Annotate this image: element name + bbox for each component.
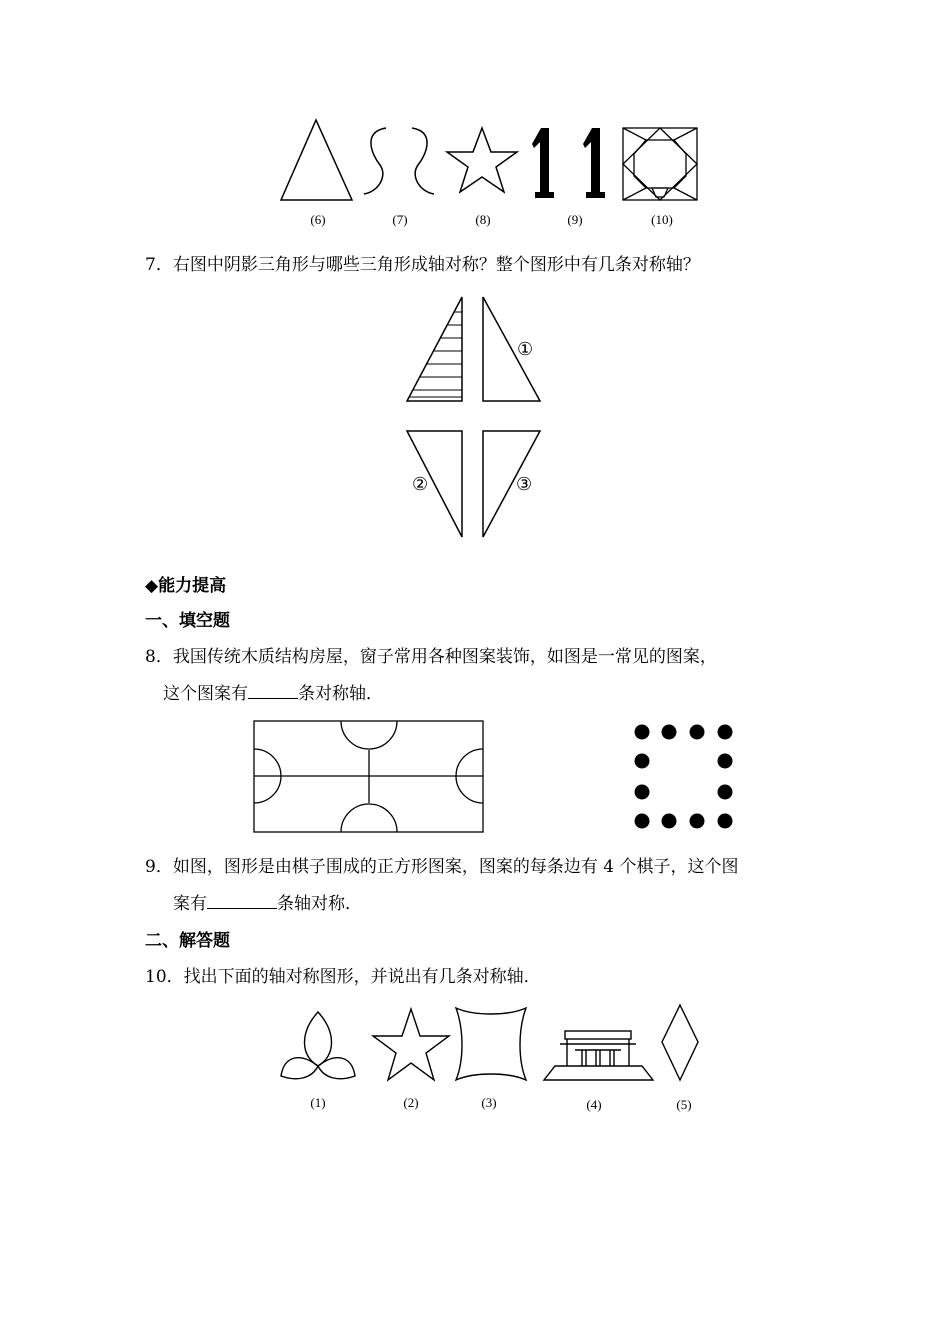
q10-label-3: (3): [481, 1095, 497, 1110]
q10-label-1: (1): [310, 1095, 326, 1110]
shape-4-gate: [544, 1031, 653, 1080]
shape-5-diamond: [662, 1005, 698, 1080]
shape-2-star: [373, 1009, 449, 1080]
question-8-line1: 8．我国传统木质结构房屋，窗子常用各种图案装饰，如图是一常见的图案，: [145, 647, 717, 667]
label-7: (7): [392, 212, 408, 227]
triangle-1-marker: ①: [517, 339, 534, 360]
label-8: (8): [475, 212, 491, 227]
question-9-prefix: 案有: [173, 894, 207, 914]
section-answer-heading: 二、解答题: [145, 931, 230, 951]
q10-label-2: (2): [403, 1095, 419, 1110]
section-fill-heading: 一、填空题: [145, 611, 230, 631]
label-10: (10): [651, 212, 673, 227]
section-ability-heading: ◆能力提高: [145, 576, 227, 596]
question-8-suffix: 条对称轴．: [298, 684, 383, 704]
triangle-2-marker: ②: [412, 474, 429, 495]
shape-3-pillow: [456, 1008, 526, 1080]
question-10-text: 10．找出下面的轴对称图形，并说出有几条对称轴．: [145, 967, 541, 987]
label-9: (9): [567, 212, 583, 227]
question-9-line1: 9．如图，图形是由棋子围成的正方形图案，图案的每条边有 4 个棋子，这个图: [145, 857, 739, 877]
question-9-suffix: 条轴对称．: [277, 894, 362, 914]
q10-label-5: (5): [676, 1097, 692, 1112]
shape-1-petals: [281, 1012, 355, 1079]
question-7-text: 7．右图中阴影三角形与哪些三角形成轴对称？整个图形中有几条对称轴？: [145, 255, 700, 275]
triangle-3-marker: ③: [516, 474, 533, 495]
q10-label-4: (4): [586, 1097, 602, 1112]
label-6: (6): [310, 212, 326, 227]
question-8-prefix: 这个图案有: [163, 684, 248, 704]
